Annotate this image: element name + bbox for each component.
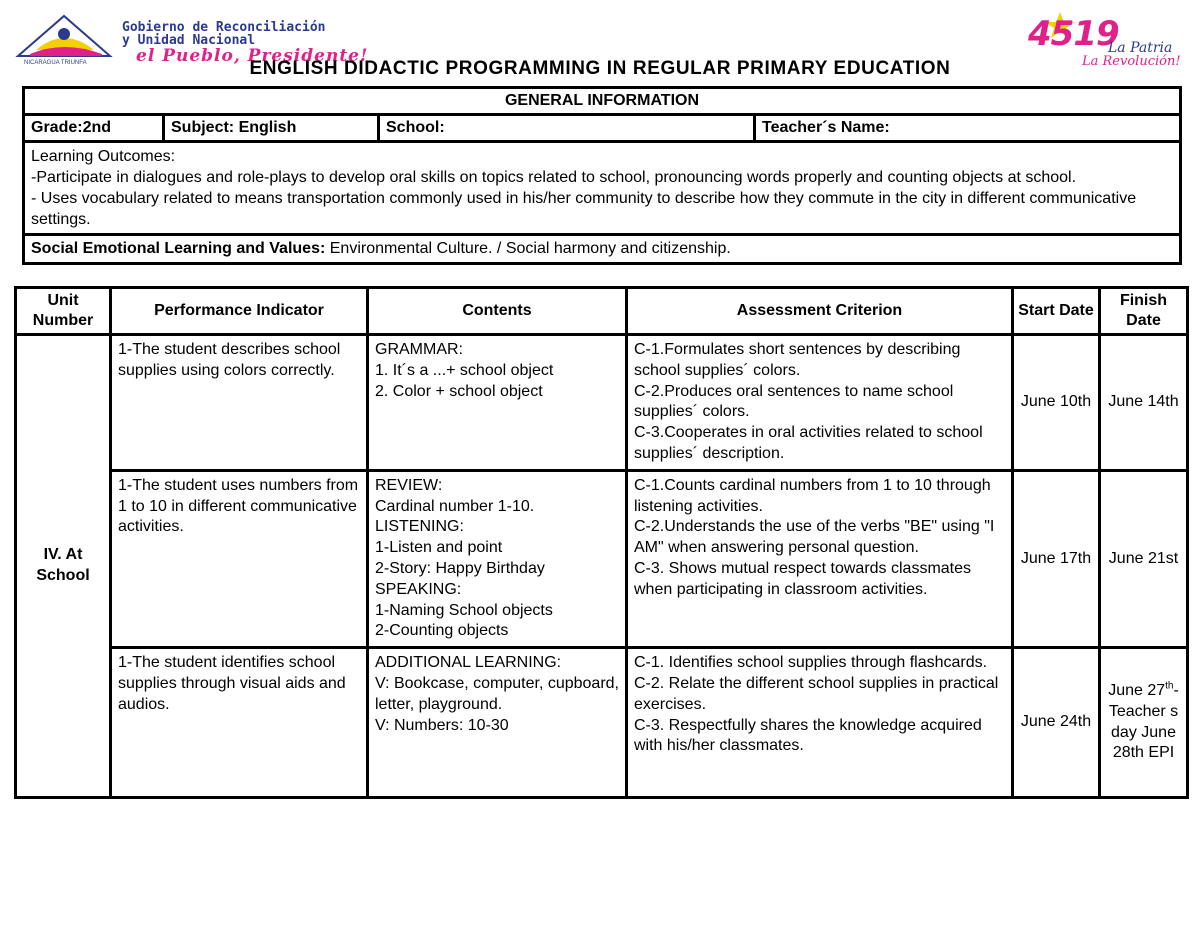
finish-date-cell: June 14th	[1100, 335, 1188, 471]
content-line: 2. Color + school object	[375, 382, 543, 400]
school-cell: School:	[380, 116, 756, 140]
unit-cell: IV. At School	[16, 335, 111, 798]
general-info-row	[25, 116, 1179, 143]
finish-date-part: June 27	[1108, 682, 1166, 700]
criterion-cell	[627, 470, 1013, 647]
criterion-line: C-3. Respectfully shares the knowledge acquired with his/her classmates.	[634, 716, 982, 755]
teacher-name-cell: Teacher´s Name:	[762, 119, 890, 136]
header-start-date: Start Date	[1013, 288, 1100, 335]
criterion-line: C-3. Shows mutual respect towards classmates when participating in classroom activities.	[634, 559, 972, 598]
indicator-cell: 1-The student identifies school supplies through visual aids and audios.	[111, 648, 368, 798]
logo-number: 4519	[1028, 14, 1119, 54]
table-row	[16, 470, 1188, 647]
content-line: Cardinal number 1-10.	[375, 497, 535, 515]
document-title: ENGLISH DIDACTIC PROGRAMMING IN REGULAR PRIMARY EDUCATION	[249, 58, 951, 79]
header-contents: Contents	[368, 288, 627, 335]
content-line: 2-Story: Happy Birthday	[375, 559, 545, 577]
criterion-line: C-3.Cooperates in oral activities related to school supplies´ description.	[634, 424, 983, 462]
content-line: V: Bookcase, computer, cupboard, letter, playground.	[375, 674, 619, 713]
criterion-line: C-1.Counts cardinal numbers from 1 to 10 through listening activities.	[634, 476, 991, 515]
content-line: V: Numbers: 10-30	[375, 716, 509, 734]
criterion-cell	[627, 648, 1013, 798]
table-row	[16, 648, 1188, 798]
content-line: LISTENING:	[375, 518, 464, 536]
finish-date-superscript: th	[1165, 680, 1174, 692]
finish-date-cell: June 21st	[1100, 470, 1188, 647]
contents-cell	[368, 470, 627, 647]
logo-tagline1: La Patria	[1108, 40, 1173, 56]
content-line: 1-Listen and point	[375, 539, 503, 557]
header-performance-indicator: Performance Indicator	[111, 288, 368, 335]
sel-value: Environmental Culture. / Social harmony and citizenship.	[325, 240, 731, 257]
criterion-cell	[627, 335, 1013, 471]
sel-label: Social Emotional Learning and Values:	[31, 240, 326, 257]
contents-cell	[368, 335, 627, 471]
content-line: SPEAKING:	[375, 580, 462, 598]
criterion-line: C-2. Relate the different school supplies in practical exercises.	[634, 674, 999, 713]
criterion-line: C-2.Understands the use of the verbs "BE" using "I AM" when answering personal question.	[634, 518, 995, 557]
header-assessment-criterion: Assessment Criterion	[627, 288, 1013, 335]
criterion-line: C-1.Formulates short sentences by describing school supplies´ colors.	[634, 341, 961, 379]
indicator-cell: 1-The student describes school supplies using colors correctly.	[111, 335, 368, 471]
content-line: 1-Naming School objects	[375, 601, 553, 619]
contents-cell	[368, 648, 627, 798]
logo-tagline2: La Revolución!	[1082, 54, 1181, 69]
indicator-cell: 1-The student uses numbers from 1 to 10 in different communicative activities.	[111, 470, 368, 647]
header-unit-number: Unit Number	[16, 288, 111, 335]
content-line: 1. It´s a ...+ school object	[375, 361, 554, 379]
start-date-cell: June 17th	[1013, 470, 1100, 647]
criterion-line: C-2.Produces oral sentences to name school supplies´ colors.	[634, 382, 954, 421]
learning-outcome-1: -Participate in dialogues and role-plays to develop oral skills on topics related to school, pronouncing words properly and counting objects at school.	[31, 169, 1077, 186]
general-information-heading: GENERAL INFORMATION	[25, 89, 1179, 116]
finish-date-part: -Teacher s day June 28th EPI	[1108, 682, 1179, 762]
content-line: GRAMMAR:	[375, 341, 463, 358]
slogan: el Pueblo, Presidente!	[136, 46, 369, 66]
finish-date-cell	[1100, 648, 1188, 798]
header-finish-date: Finish Date	[1100, 288, 1188, 335]
programming-table	[14, 286, 1189, 799]
gov-line2: y Unidad Nacional	[122, 33, 256, 48]
grade-cell: Grade:2nd	[25, 116, 165, 140]
content-line: 2-Counting objects	[375, 622, 509, 640]
learning-outcome-2: - Uses vocabulary related to means transportation commonly used in his/her community to describe how they commute in the city in different communicative settings.	[31, 190, 1137, 228]
seal-text: NICARAGUA TRIUNFA	[24, 60, 87, 66]
gov-line1: Gobierno de Reconciliación	[122, 20, 326, 35]
criterion-line: C-1. Identifies school supplies through flashcards.	[634, 654, 988, 672]
table-row	[16, 335, 1188, 471]
start-date-cell: June 10th	[1013, 335, 1100, 471]
table-header-row	[16, 288, 1188, 335]
social-emotional-learning	[25, 236, 1179, 262]
content-line: REVIEW:	[375, 476, 443, 494]
learning-outcomes	[25, 143, 1179, 236]
subject-cell: Subject: English	[165, 116, 380, 140]
general-information-box	[22, 86, 1182, 265]
content-line: ADDITIONAL LEARNING:	[375, 654, 562, 672]
learning-outcomes-title: Learning Outcomes:	[31, 148, 176, 165]
start-date-cell: June 24th	[1013, 648, 1100, 798]
